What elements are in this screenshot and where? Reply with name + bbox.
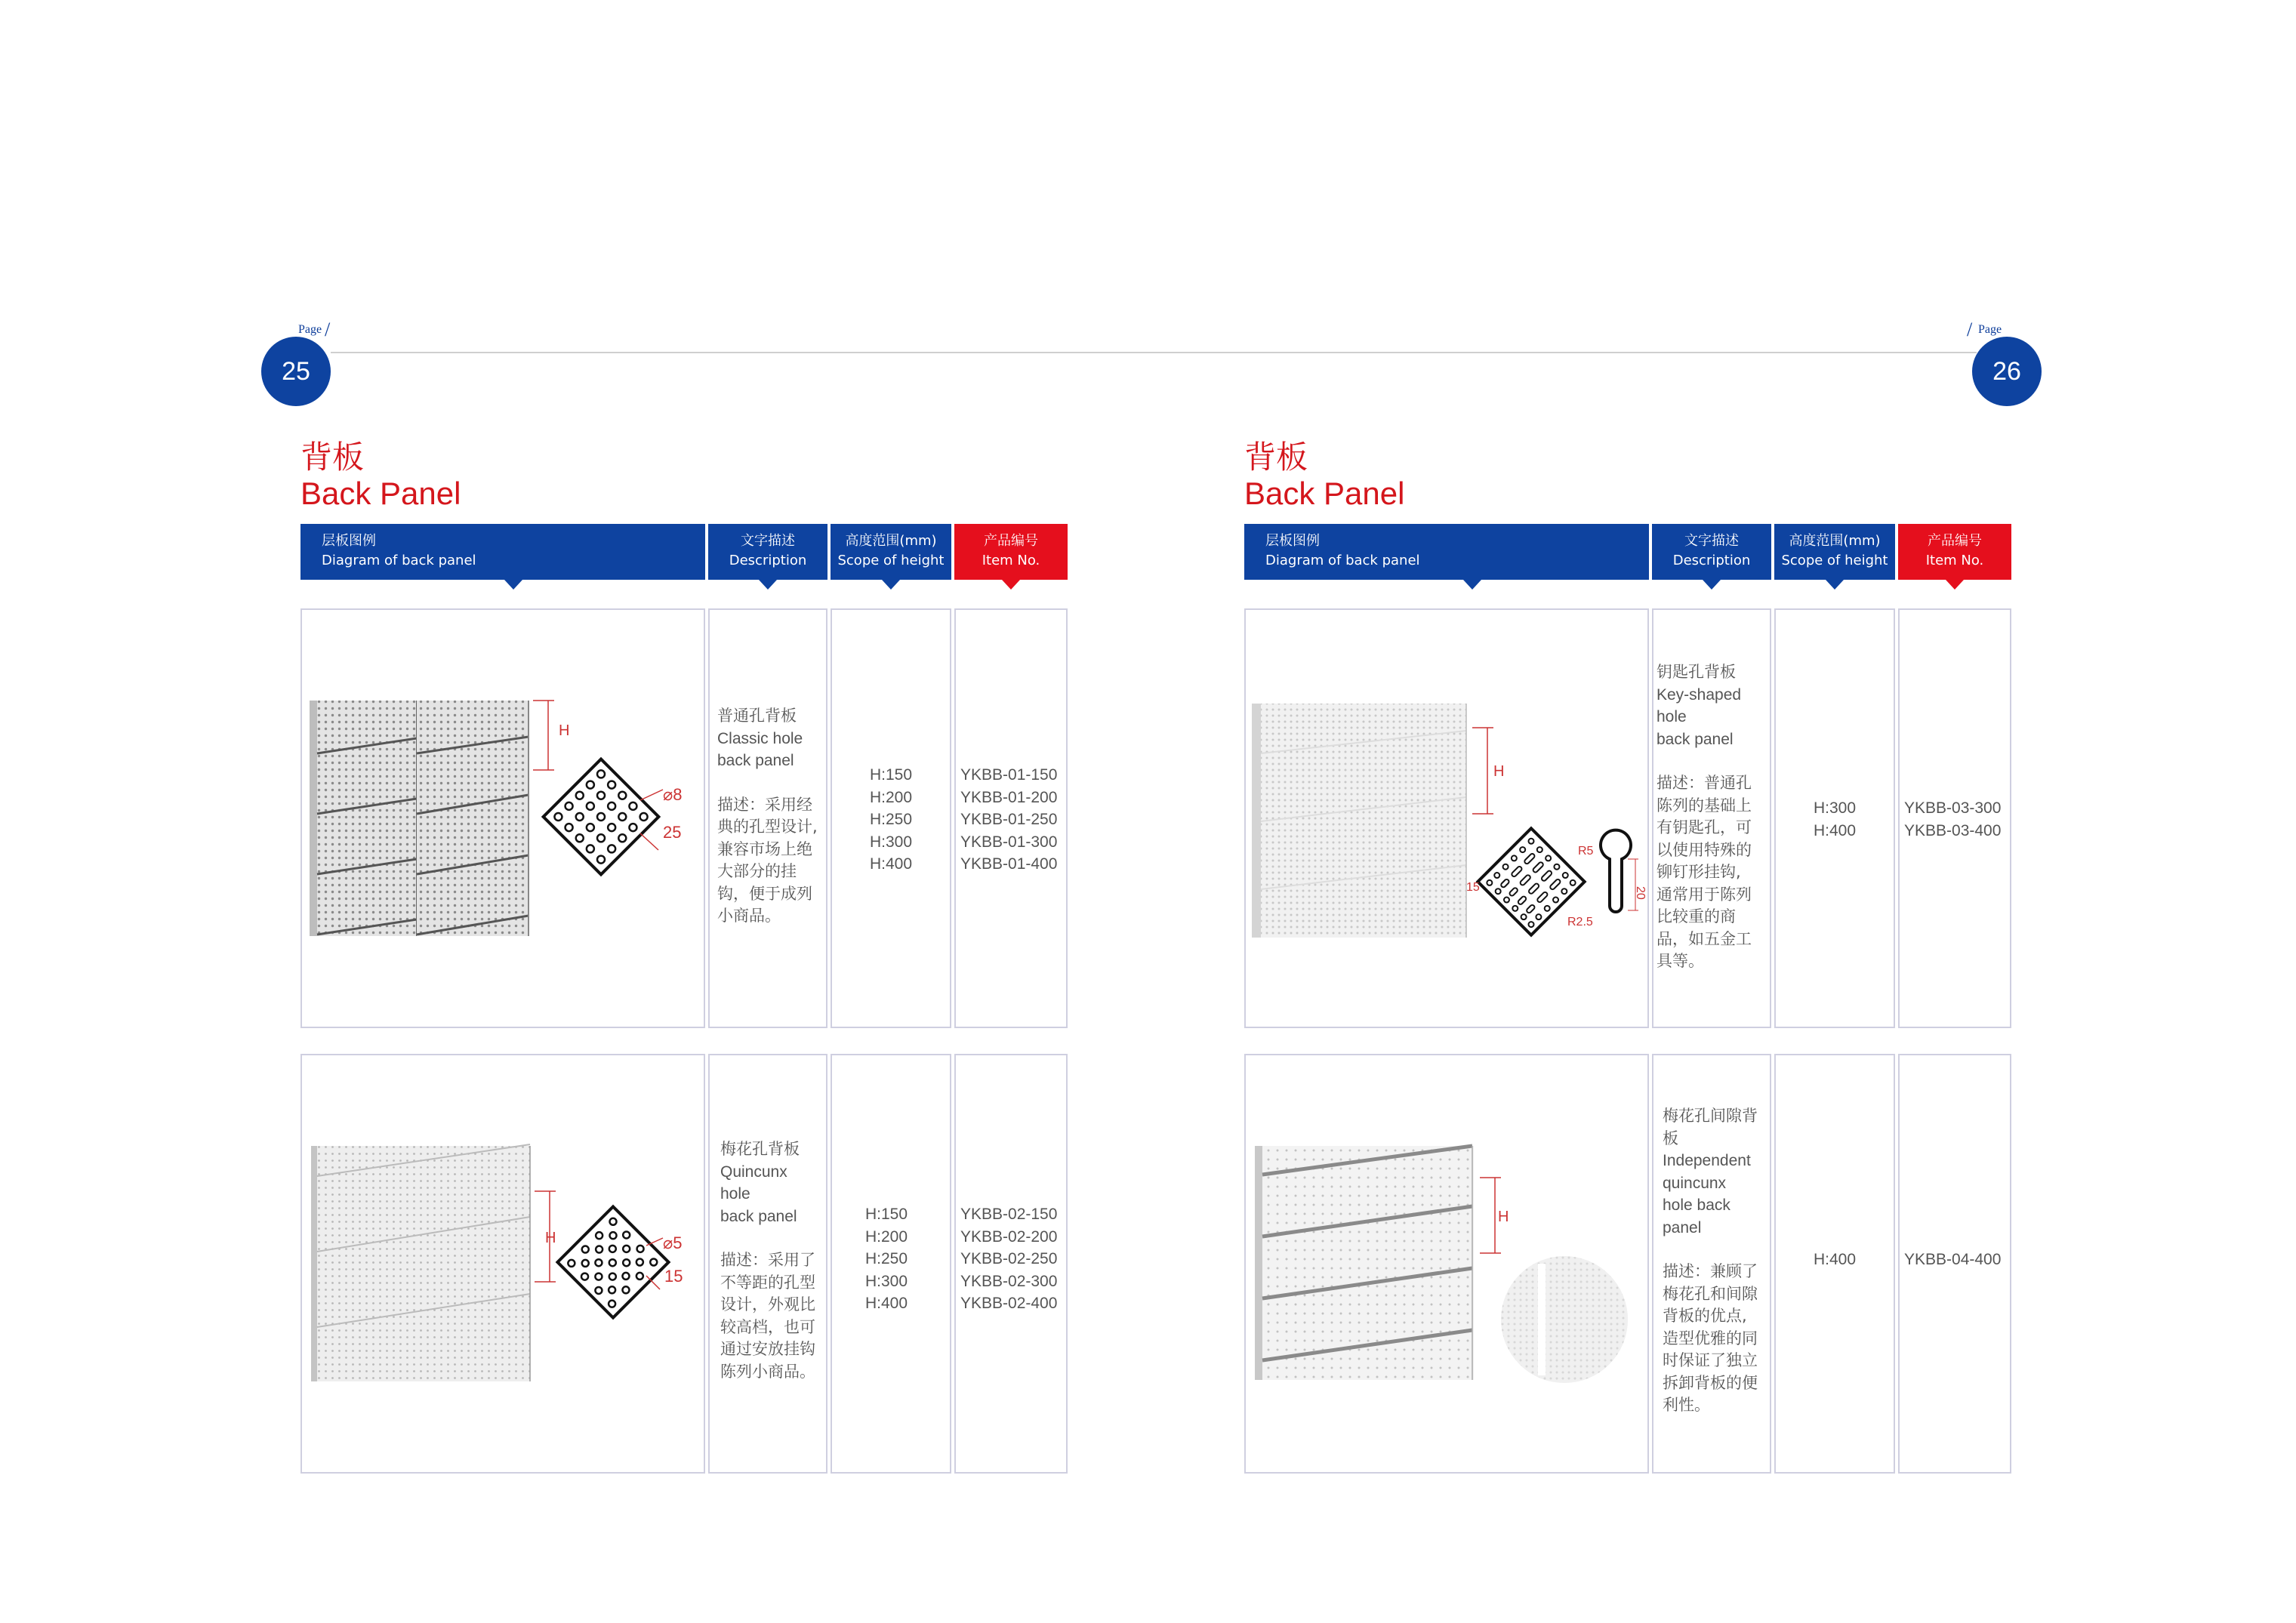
header-item-en: Item No. <box>982 553 1040 568</box>
slash-left: / <box>325 319 331 340</box>
slash-right: / <box>1967 319 1973 340</box>
header-height-cn: 高度范围(mm) <box>845 533 937 549</box>
header-item-cn: 产品编号 <box>1928 533 1982 549</box>
page-number-badge-right: 26 <box>1972 337 2042 406</box>
header-pointer <box>1463 580 1481 590</box>
page-label-right: Page <box>1978 323 2002 336</box>
dim-label-h: H <box>1498 1209 1509 1225</box>
header-pointer <box>1826 580 1844 590</box>
header-diagram-cn: 层板图例 <box>322 533 376 549</box>
item-cell-ykbb01 <box>954 608 1068 1028</box>
header-height-en: Scope of height <box>837 553 945 568</box>
independent-quincunx-panel-diagram <box>1246 1055 1647 1472</box>
desc-text-ykbb04: 梅花孔间隙背 板 Independent quincunx hole back panel 描述：兼顾了 梅花孔和间隙 背板的优点, 造型优雅的同 时保证了独立 拆卸背板的便 利性。 <box>1663 1107 1758 1414</box>
desc-text-ykbb03: 钥匙孔背板 Key-shaped hole back panel 描述：普通孔 陈列的基础上 有钥匙孔，可 以使用特殊的 铆钉形挂钩, 通常用于陈列 比较重的商 品，如五金工 具等。 <box>1657 663 1752 970</box>
header-diagram-left <box>300 524 705 580</box>
dim-label-radius-5: R5 <box>1578 845 1594 858</box>
header-pointer <box>1946 580 1964 590</box>
desc-text-ykbb01: 普通孔背板 Classic hole back panel 描述：采用经 典的孔型设计, 兼容市场上绝 大部分的挂 钩，便于成列 小商品。 <box>717 707 818 925</box>
item-list-ykbb04: YKBB-04-400 <box>1904 1251 2002 1268</box>
height-list-ykbb03: H:300 H:400 <box>1814 799 1857 839</box>
page-title-en-left: Back Panel <box>300 476 461 511</box>
diagram-cell-ykbb03 <box>1244 608 1649 1028</box>
header-diagram-en: Diagram of back panel <box>322 553 476 568</box>
dim-label-radius-2-5: R2.5 <box>1567 916 1593 929</box>
height-cell-ykbb02 <box>831 1054 951 1474</box>
header-item-right <box>1898 524 2011 580</box>
desc-cell-ykbb02 <box>708 1054 827 1474</box>
item-list-ykbb03: YKBB-03-300 YKBB-03-400 <box>1904 799 2002 839</box>
header-divider-line <box>331 352 1977 353</box>
desc-cell-ykbb03 <box>1652 608 1771 1028</box>
header-desc-left <box>708 524 827 580</box>
header-item-cn: 产品编号 <box>984 533 1038 549</box>
header-diagram-right <box>1244 524 1649 580</box>
header-desc-cn: 文字描述 <box>741 533 795 549</box>
header-desc-en: Description <box>729 553 807 568</box>
header-desc-cn: 文字描述 <box>1684 533 1739 549</box>
desc-text-ykbb02: 梅花孔背板 Quincunx hole back panel 描述：采用了 不等距的孔型 设计，外观比 较高档，也可 通过安放挂钩 陈列小商品。 <box>720 1140 815 1381</box>
header-item-en: Item No. <box>1925 553 1984 568</box>
diagram-cell-ykbb02 <box>300 1054 705 1474</box>
dim-label-h: H <box>545 1230 556 1246</box>
header-height-cn: 高度范围(mm) <box>1789 533 1881 549</box>
header-height-left <box>831 524 951 580</box>
quincunx-hole-panel-diagram <box>302 1055 704 1472</box>
page-title-cn-left: 背板 <box>300 439 365 476</box>
height-list-ykbb01: H:150 H:200 H:250 H:300 H:400 <box>870 766 913 873</box>
diagram-cell-ykbb04 <box>1244 1054 1649 1474</box>
item-cell-ykbb02 <box>954 1054 1068 1474</box>
page-title-cn-right: 背板 <box>1244 439 1308 476</box>
header-pointer <box>504 580 522 590</box>
header-height-en: Scope of height <box>1781 553 1888 568</box>
dim-label-slot-length: 20 <box>1634 886 1647 900</box>
dim-label-h: H <box>1493 763 1505 780</box>
item-cell-ykbb04 <box>1898 1054 2011 1474</box>
height-cell-ykbb01 <box>831 608 951 1028</box>
dim-label-diameter: ⌀5 <box>663 1233 683 1252</box>
height-cell-ykbb04 <box>1774 1054 1895 1474</box>
dim-label-pitch: 15 <box>664 1267 683 1286</box>
height-list-ykbb04: H:400 <box>1814 1251 1857 1268</box>
desc-cell-ykbb01 <box>708 608 827 1028</box>
key-shaped-hole-panel-diagram <box>1246 610 1647 1027</box>
dim-label-diameter: ⌀8 <box>663 785 683 804</box>
desc-cell-ykbb04 <box>1652 1054 1771 1474</box>
item-cell-ykbb03 <box>1898 608 2011 1028</box>
classic-hole-panel-diagram <box>302 610 704 1027</box>
height-cell-ykbb03 <box>1774 608 1895 1028</box>
item-list-ykbb01: YKBB-01-150 YKBB-01-200 YKBB-01-250 YKBB-01-300 YKBB-01-400 <box>960 766 1058 873</box>
page-number-badge-left: 25 <box>261 337 331 406</box>
dim-label-h: H <box>559 722 570 739</box>
header-diagram-en: Diagram of back panel <box>1265 553 1420 568</box>
header-pointer <box>1002 580 1020 590</box>
page-label-left: Page <box>298 323 322 336</box>
height-list-ykbb02: H:150 H:200 H:250 H:300 H:400 <box>865 1206 908 1312</box>
header-height-right <box>1774 524 1895 580</box>
dim-label-spacing: 15 <box>1466 881 1480 894</box>
header-desc-right <box>1652 524 1771 580</box>
diagram-cell-ykbb01 <box>300 608 705 1028</box>
item-list-ykbb02: YKBB-02-150 YKBB-02-200 YKBB-02-250 YKBB-02-300 YKBB-02-400 <box>960 1206 1058 1312</box>
header-pointer <box>759 580 777 590</box>
header-desc-en: Description <box>1672 553 1751 568</box>
header-pointer <box>1703 580 1721 590</box>
header-pointer <box>882 580 900 590</box>
header-diagram-cn: 层板图例 <box>1265 533 1320 549</box>
header-item-left <box>954 524 1068 580</box>
page-title-en-right: Back Panel <box>1244 476 1405 511</box>
dim-label-pitch: 25 <box>663 823 682 842</box>
